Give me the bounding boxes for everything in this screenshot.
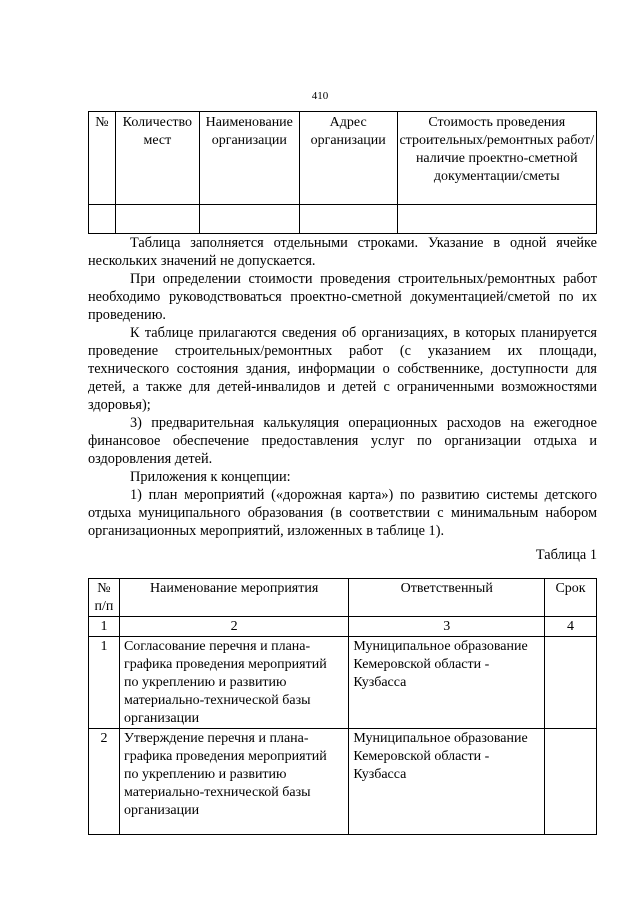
paragraph: К таблице прилагаются сведения об организациях, в которых планируется проведение строительных/ремонтных работ (с указанием их площади, технического состояния здания, информации о собственнике, доступности для детей, а также для детей-инвалидов и детей с ограниченными возможностями здоровья); [88,325,597,413]
table-row [89,637,597,729]
paragraph: Таблица заполняется отдельными строками. Указание в одной ячейке нескольких значений не допускается. [88,235,597,269]
paragraph: 1) план мероприятий («дорожная карта») по развитию системы детского отдыха муниципального образования (в соответствии с минимальным набором организационных мероприятий, изложенных в таблице 1). [88,487,597,539]
header-organization-name: Наименование организации [199,112,299,205]
header-number: № п/п [89,579,120,617]
table-cell: 3 [349,617,545,637]
table-row-empty [89,205,597,234]
table-cell [115,205,199,234]
table-cell [397,205,596,234]
paragraph: 3) предварительная калькуляция операционных расходов на ежегодное финансовое обеспечение предоставления услуг по организации отдыха и оздоровления детей. [88,415,597,467]
table-caption: Таблица 1 [535,547,597,563]
activity-name: Согласование перечня и плана-графика проведения мероприятий по укреплению и развитию материально-технической базы организации [119,637,348,729]
paragraph: Приложения к концепции: [130,469,291,485]
table-cell: 1 [89,617,120,637]
table-cell [299,205,397,234]
row-number: 1 [89,637,120,729]
activities-table [88,578,597,835]
header-activity-name: Наименование мероприятия [119,579,348,617]
organizations-table [88,111,597,234]
row-number: 2 [89,729,120,835]
body-text [88,234,597,540]
table-header-row [89,112,597,205]
paragraph: При определении стоимости проведения строительных/ремонтных работ необходимо руководствоваться проектно-сметной документацией/сметой по их проведению. [88,271,597,323]
responsible: Муниципальное образование Кемеровской области - Кузбасса [349,637,545,729]
page-number: 410 [311,90,329,102]
header-responsible: Ответственный [349,579,545,617]
table-cell: 4 [545,617,597,637]
header-cost: Стоимость проведения строительных/ремонтных работ/наличие проектно-сметной документации/сметы [397,112,596,205]
activity-name: Утверждение перечня и плана-графика проведения мероприятий по укреплению и развитию материально-технической базы организации [119,729,348,835]
header-organization-address: Адрес организации [299,112,397,205]
table-row [89,729,597,835]
header-term: Срок [545,579,597,617]
term [545,729,597,835]
table-cell [199,205,299,234]
term [545,637,597,729]
header-number: № [89,112,116,205]
table-header-row [89,579,597,617]
header-places-count: Количество мест [115,112,199,205]
table-cell [89,205,116,234]
numbering-row [89,617,597,637]
responsible: Муниципальное образование Кемеровской области - Кузбасса [349,729,545,835]
table-cell: 2 [119,617,348,637]
